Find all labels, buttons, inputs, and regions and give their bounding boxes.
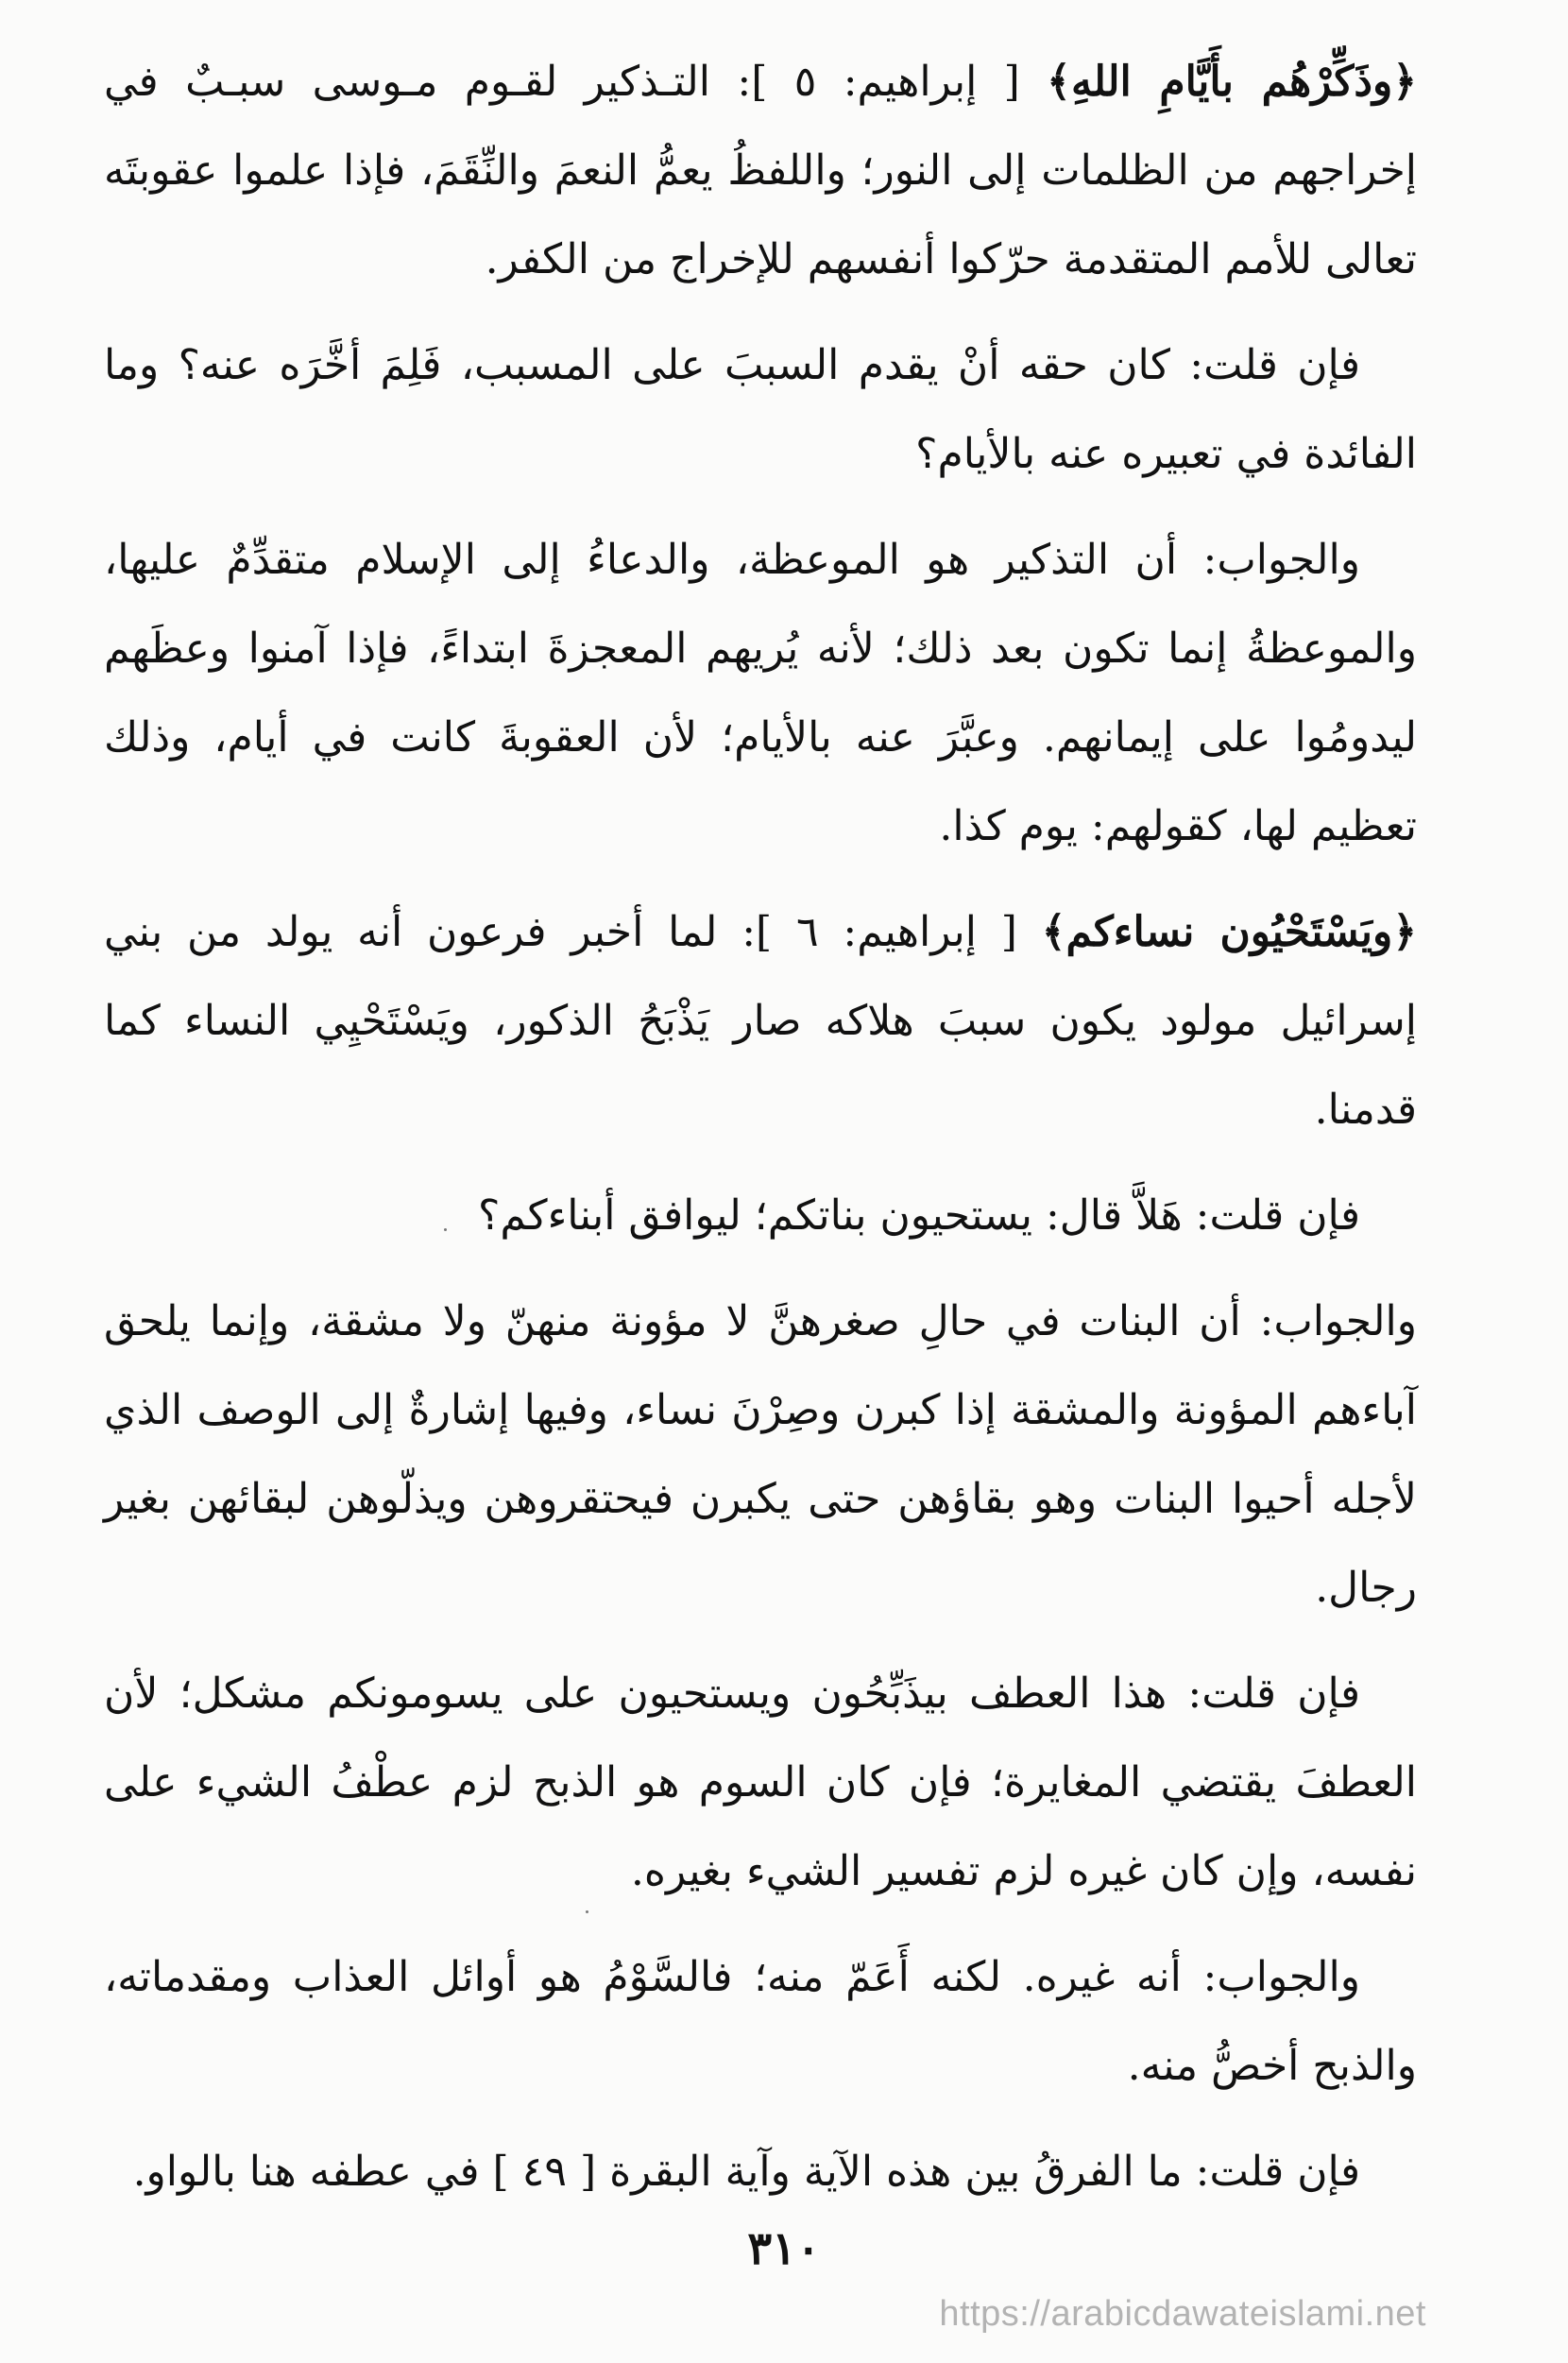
paragraph-6 <box>104 1277 1417 1633</box>
paragraph-text: فإن قلت: كان حقه أنْ يقدم السببَ على المسبب، فَلِمَ أخَّرَه عنه؟ وما الفائدة في تعبيره عنه بالأيام؟ <box>104 341 1417 478</box>
paragraph-text: والجواب: أن التذكير هو الموعظة، والدعاءُ إلى الإسلام متقدِّمٌ عليها، والموعظةُ إنما تكون بعد ذلك؛ لأنه يُريهم المعجزةَ ابتداءً، فإذا آمنوا وعظَهم ليدومُوا على إيمانهم. وعبَّرَ عنه بالأيام؛ لأن العقوبةَ كانت في أيام، وذلك تعظيم لها، كقولهم: يوم كذا. <box>104 536 1417 850</box>
paragraph-text: والجواب: أنه غيره. لكنه أَعَمّ منه؛ فالسَّوْمُ هو أوائل العذاب ومقدماته، والذبح أخصُّ منه. <box>104 1953 1417 2090</box>
scan-speck <box>444 1228 447 1231</box>
quran-verse: ﴿وذَكِّرْهُم بأَيَّامِ اللهِ﴾ <box>1047 58 1417 106</box>
paragraph-5 <box>104 1172 1417 1260</box>
paragraph-2 <box>104 321 1417 499</box>
quran-verse: ﴿ويَسْتَحْيُون نساءكم﴾ <box>1041 908 1418 956</box>
paragraph-text: فإن قلت: ما الفرقُ بين هذه الآية وآية البقرة [ ٤٩ ] في عطفه هنا بالواو. <box>132 2148 1360 2196</box>
paragraph-text: والجواب: أن البنات في حالِ صغرهنَّ لا مؤونة منهنّ ولا مشقة، وإنما يلحق آباءهم المؤونة والمشقة إذا كبرن وصِرْنَ نساء، وفيها إشارةٌ إلى الوصف الذي لأجله أحيوا البنات وهو بقاؤهن حتى يكبرن فيحتقروهن ويذلّوهن لبقائهن بغير رجال. <box>104 1297 1417 1612</box>
paragraph-text: [ إبراهيم: ٥ ]: التـذكير لقـوم مـوسى سبـبٌ في إخراجهم من الظلمات إلى النور؛ واللفظُ يعمُّ النعمَ والنِّقَمَ، فإذا علموا عقوبتَه تعالى للأمم المتقدمة حرّكوا أنفسهم للإخراج من الكفر. <box>104 58 1417 283</box>
paragraph-9 <box>104 2128 1417 2217</box>
paragraph-text: فإن قلت: هَلاَّ قال: يستحيون بناتكم؛ ليوافق أبناءكم؟ <box>477 1191 1360 1240</box>
paragraph-7 <box>104 1650 1417 1916</box>
watermark-url: https://arabicdawateislami.net <box>939 2294 1426 2334</box>
paragraph-8 <box>104 1933 1417 2111</box>
paragraph-4 <box>104 888 1417 1155</box>
scan-speck <box>586 1910 588 1913</box>
paragraph-text: فإن قلت: هذا العطف بيذَبِّحُون ويستحيون على يسومونكم مشكل؛ لأن العطفَ يقتضي المغايرة؛ فإن كان السوم هو الذبح لزم عطْفُ الشيء على نفسه، وإن كان غيره لزم تفسير الشيء بغيره. <box>104 1670 1417 1895</box>
paragraph-1 <box>104 38 1417 304</box>
paragraph-3 <box>104 516 1417 871</box>
page-number: ٣١٠ <box>747 2222 821 2275</box>
paragraph-text: [ إبراهيم: ٦ ]: لما أخبر فرعون أنه يولد من بني إسرائيل مولود يكون سببَ هلاكه صار يَذْبَحُ الذكور، ويَسْتَحْيِي النساء كما قدمنا. <box>104 908 1417 1134</box>
page-body <box>104 38 1417 2305</box>
